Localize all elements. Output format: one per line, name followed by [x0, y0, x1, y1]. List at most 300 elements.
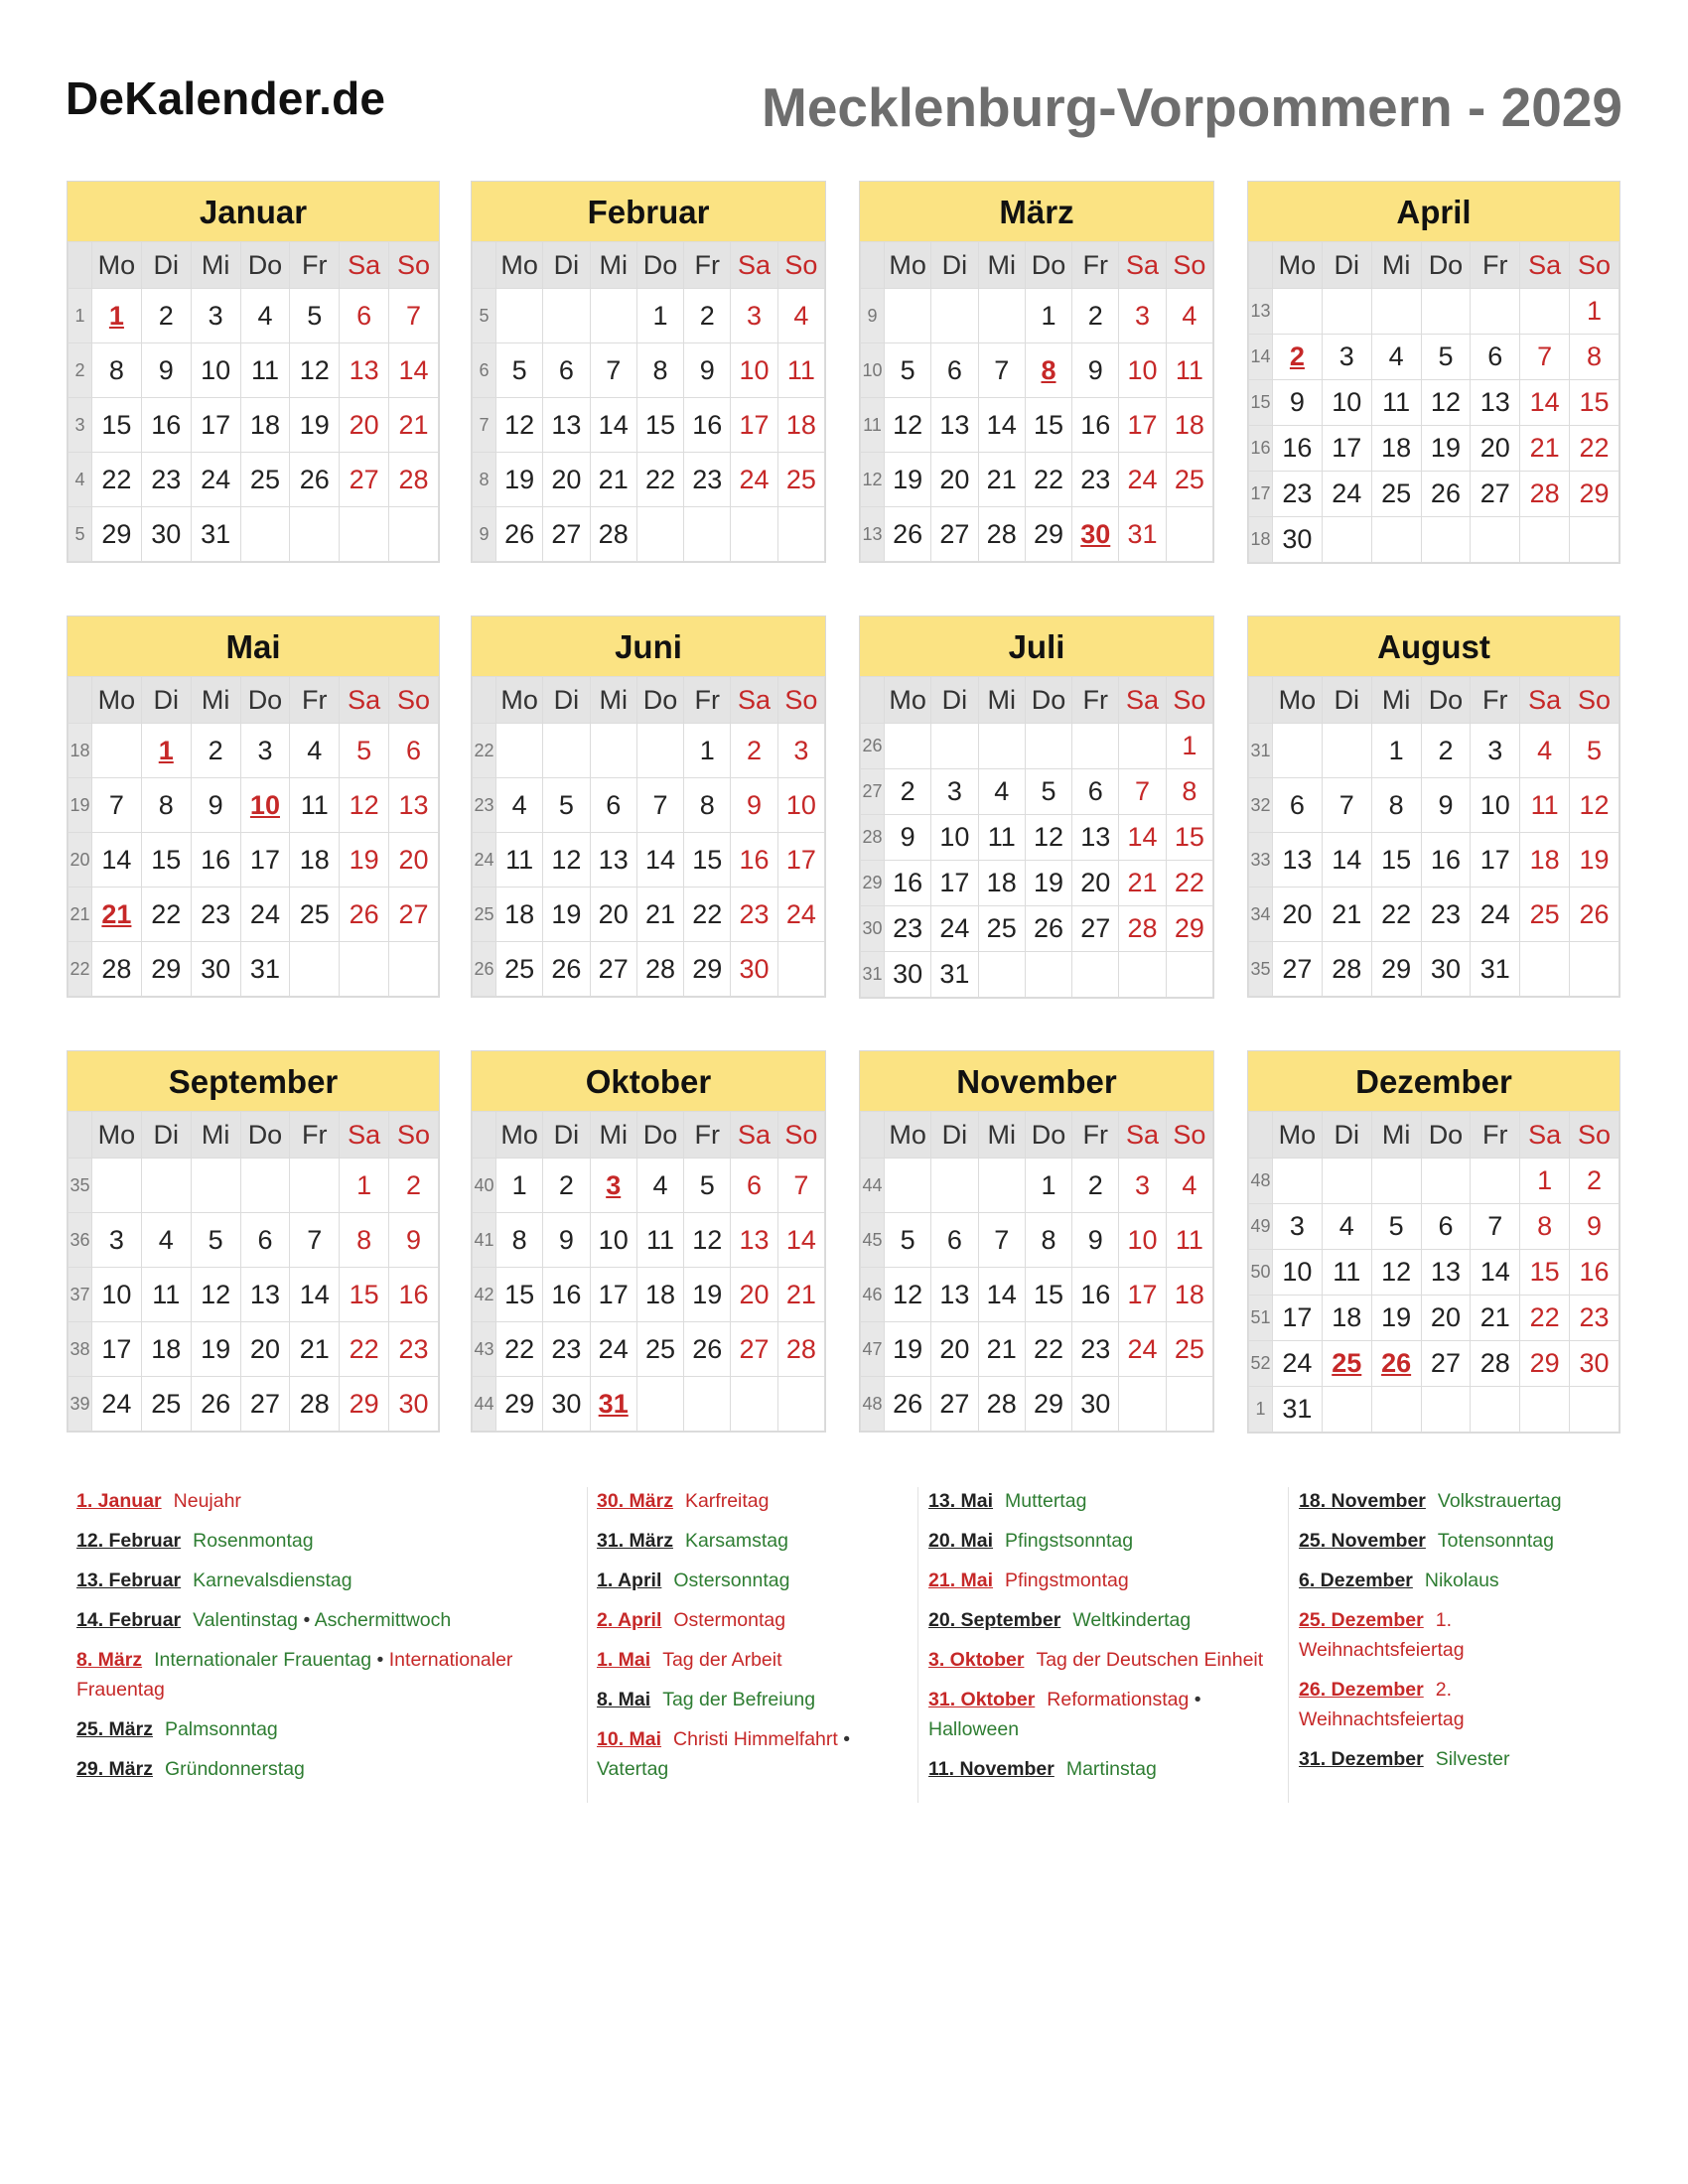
weekday-header: Di: [141, 677, 191, 724]
week-number: 12: [861, 453, 885, 507]
empty-cell: [590, 724, 636, 778]
day-cell: 14: [1119, 815, 1166, 861]
day-cell: 20: [543, 453, 590, 507]
month-name: Mai: [68, 616, 439, 676]
divider: [587, 1487, 588, 1803]
day-cell: 5: [684, 1159, 731, 1213]
week-number: 1: [1249, 1387, 1273, 1433]
day-cell: 29: [1520, 1341, 1570, 1387]
empty-cell: [636, 507, 683, 562]
empty-cell: [1520, 517, 1570, 563]
day-cell: 24: [1273, 1341, 1323, 1387]
day-cell: 19: [1421, 426, 1471, 472]
week-number: 37: [69, 1268, 92, 1322]
holiday-name: Rosenmontag: [193, 1530, 314, 1552]
week-number: 2: [69, 343, 92, 398]
holiday-date: 8. März: [76, 1649, 143, 1671]
day-cell: 30: [731, 942, 777, 997]
day-cell: 21: [389, 398, 439, 453]
weekday-header: Mi: [978, 677, 1025, 724]
day-cell: 23: [191, 887, 240, 942]
day-cell: 20: [1072, 861, 1119, 906]
day-cell: 21: [777, 1268, 824, 1322]
empty-cell: [240, 1159, 290, 1213]
holiday-name: Pfingstsonntag: [1005, 1530, 1134, 1552]
day-cell: 14: [978, 398, 1025, 453]
day-cell: 24: [931, 906, 978, 952]
day-cell: 27: [731, 1322, 777, 1377]
day-cell: 2: [684, 289, 731, 343]
day-cell: 15: [496, 1268, 543, 1322]
day-cell: 23: [1421, 887, 1471, 942]
week-number: 9: [473, 507, 496, 562]
day-cell: 22: [1570, 426, 1619, 472]
month-9: [67, 1050, 440, 1433]
week-number: 22: [473, 724, 496, 778]
day-cell: 15: [340, 1268, 389, 1322]
holiday-entry: [76, 1486, 573, 1516]
day-cell: 29: [1025, 1377, 1071, 1432]
day-cell: 3: [240, 724, 290, 778]
month-name: Februar: [472, 182, 825, 241]
week-number: 46: [861, 1268, 885, 1322]
weekday-header: So: [1570, 242, 1619, 289]
day-cell: 22: [1520, 1296, 1570, 1341]
day-cell: 23: [141, 453, 191, 507]
empty-cell: [1421, 1159, 1471, 1204]
holiday-date: 26. Dezember: [1299, 1679, 1424, 1701]
day-cell: 15: [1570, 380, 1619, 426]
day-cell: 25: [1166, 1322, 1212, 1377]
holiday-name: Martinstag: [1065, 1758, 1157, 1780]
day-cell: 14: [389, 343, 439, 398]
day-cell: 1: [1371, 724, 1421, 778]
holiday-entry: [928, 1754, 1281, 1784]
day-cell: 9: [731, 778, 777, 833]
week-number: 7: [473, 398, 496, 453]
empty-cell: [1421, 517, 1471, 563]
day-cell: 20: [931, 1322, 978, 1377]
day-cell: 17: [590, 1268, 636, 1322]
weekday-header: Do: [1421, 1112, 1471, 1159]
day-cell: 26: [543, 942, 590, 997]
day-cell: 1: [1520, 1159, 1570, 1204]
holiday-date: 10. Mai: [597, 1728, 662, 1750]
week-number: 25: [473, 887, 496, 942]
month-5: [67, 615, 440, 998]
day-cell: 17: [1119, 1268, 1166, 1322]
day-cell: 13: [1471, 380, 1520, 426]
holiday-name: Silvester: [1435, 1748, 1510, 1770]
holiday-name: Muttertag: [1005, 1490, 1087, 1512]
day-cell: 7: [1520, 335, 1570, 380]
weekday-header: Mo: [885, 242, 931, 289]
day-cell: 8: [496, 1213, 543, 1268]
day-cell: 26: [1371, 1341, 1421, 1387]
empty-cell: [1119, 724, 1166, 769]
day-cell: 10: [92, 1268, 142, 1322]
day-cell: 29: [141, 942, 191, 997]
holiday-date: 1. Januar: [76, 1490, 162, 1512]
day-cell: 20: [1421, 1296, 1471, 1341]
empty-cell: [885, 724, 931, 769]
holiday-name: 2. Weihnachtsfeiertag: [1299, 1679, 1465, 1730]
day-cell: 19: [340, 833, 389, 887]
holiday-entry: [1299, 1526, 1617, 1556]
weekday-header: Fr: [1072, 242, 1119, 289]
holiday-date: 14. Februar: [76, 1609, 182, 1631]
weekday-header: Do: [1025, 242, 1071, 289]
holiday-name: Ostersonntag: [673, 1570, 790, 1591]
day-cell: 5: [290, 289, 340, 343]
day-cell: 10: [1119, 343, 1166, 398]
holiday-entry: [928, 1566, 1281, 1595]
month-3: [859, 181, 1214, 563]
day-cell: 24: [1119, 1322, 1166, 1377]
day-cell: 4: [290, 724, 340, 778]
holiday-date: 18. November: [1299, 1490, 1426, 1512]
empty-cell: [1273, 1159, 1323, 1204]
day-cell: 16: [1072, 398, 1119, 453]
day-cell: 30: [1570, 1341, 1619, 1387]
day-cell: 10: [191, 343, 240, 398]
day-cell: 22: [1025, 1322, 1071, 1377]
day-cell: 13: [1421, 1250, 1471, 1296]
holiday-entry: [1299, 1675, 1617, 1734]
day-cell: 11: [978, 815, 1025, 861]
week-header: [473, 242, 496, 289]
day-cell: 16: [141, 398, 191, 453]
month-name: Juni: [472, 616, 825, 676]
holiday-legend-col-3: [928, 1486, 1281, 1794]
day-cell: 3: [1119, 1159, 1166, 1213]
day-cell: 11: [777, 343, 824, 398]
day-cell: 24: [1322, 472, 1371, 517]
month-name: September: [68, 1051, 439, 1111]
holiday-entry: [597, 1724, 905, 1784]
empty-cell: [1322, 289, 1371, 335]
holiday-entry: [928, 1605, 1281, 1635]
weekday-header: Mo: [885, 677, 931, 724]
weekday-header: Sa: [340, 677, 389, 724]
empty-cell: [731, 1377, 777, 1432]
day-cell: 10: [240, 778, 290, 833]
day-cell: 13: [1072, 815, 1119, 861]
holiday-date: 12. Februar: [76, 1530, 182, 1552]
day-cell: 21: [590, 453, 636, 507]
empty-cell: [978, 289, 1025, 343]
day-cell: 23: [1273, 472, 1323, 517]
weekday-header: Fr: [1072, 1112, 1119, 1159]
day-cell: 30: [1421, 942, 1471, 997]
day-cell: 7: [290, 1213, 340, 1268]
day-cell: 11: [141, 1268, 191, 1322]
empty-cell: [1072, 724, 1119, 769]
day-cell: 16: [1273, 426, 1323, 472]
empty-cell: [496, 724, 543, 778]
day-cell: 17: [1273, 1296, 1323, 1341]
empty-cell: [1471, 1387, 1520, 1433]
divider: [917, 1487, 918, 1803]
day-cell: 16: [1570, 1250, 1619, 1296]
day-cell: 1: [1166, 724, 1212, 769]
day-cell: 30: [543, 1377, 590, 1432]
day-cell: 6: [731, 1159, 777, 1213]
day-cell: 6: [590, 778, 636, 833]
day-cell: 19: [885, 1322, 931, 1377]
week-number: 5: [473, 289, 496, 343]
day-cell: 21: [978, 453, 1025, 507]
day-cell: 29: [1371, 942, 1421, 997]
day-cell: 20: [931, 453, 978, 507]
day-cell: 30: [141, 507, 191, 562]
day-cell: 2: [543, 1159, 590, 1213]
empty-cell: [1570, 517, 1619, 563]
day-cell: 4: [496, 778, 543, 833]
day-cell: 13: [1273, 833, 1323, 887]
day-cell: 12: [684, 1213, 731, 1268]
day-cell: 30: [885, 952, 931, 998]
empty-cell: [1520, 1387, 1570, 1433]
empty-cell: [1025, 724, 1071, 769]
holiday-date: 25. November: [1299, 1530, 1426, 1552]
day-cell: 7: [636, 778, 683, 833]
holiday-name: Karnevalsdienstag: [193, 1570, 352, 1591]
day-cell: 23: [1570, 1296, 1619, 1341]
holiday-entry: [1299, 1744, 1617, 1774]
weekday-header: So: [1166, 1112, 1212, 1159]
day-cell: 11: [496, 833, 543, 887]
weekday-header: Do: [1421, 242, 1471, 289]
day-cell: 4: [1520, 724, 1570, 778]
empty-cell: [684, 507, 731, 562]
day-cell: 20: [389, 833, 439, 887]
empty-cell: [1322, 1387, 1371, 1433]
holiday-name: Internationaler Frauentag: [154, 1649, 372, 1671]
day-cell: 21: [1322, 887, 1371, 942]
day-cell: 13: [590, 833, 636, 887]
day-cell: 4: [777, 289, 824, 343]
empty-cell: [1322, 724, 1371, 778]
weekday-header: So: [389, 677, 439, 724]
day-cell: 18: [496, 887, 543, 942]
day-cell: 7: [777, 1159, 824, 1213]
day-cell: 9: [1072, 1213, 1119, 1268]
week-number: 52: [1249, 1341, 1273, 1387]
week-header: [473, 1112, 496, 1159]
day-cell: 23: [1072, 1322, 1119, 1377]
day-cell: 16: [191, 833, 240, 887]
holiday-name: 1. Weihnachtsfeiertag: [1299, 1609, 1465, 1661]
holiday-date: 29. März: [76, 1758, 153, 1780]
day-cell: 22: [1025, 453, 1071, 507]
day-cell: 30: [191, 942, 240, 997]
weekday-header: Di: [1322, 1112, 1371, 1159]
day-cell: 15: [1025, 1268, 1071, 1322]
day-cell: 18: [141, 1322, 191, 1377]
day-cell: 30: [389, 1377, 439, 1432]
day-cell: 1: [684, 724, 731, 778]
empty-cell: [885, 1159, 931, 1213]
day-cell: 12: [496, 398, 543, 453]
weekday-header: Fr: [1072, 677, 1119, 724]
weekday-header: Sa: [1119, 242, 1166, 289]
day-cell: 15: [636, 398, 683, 453]
day-cell: 9: [389, 1213, 439, 1268]
week-number: 30: [861, 906, 885, 952]
day-cell: 25: [1371, 472, 1421, 517]
weekday-header: Mi: [590, 242, 636, 289]
day-cell: 20: [1471, 426, 1520, 472]
weekday-header: Sa: [1520, 677, 1570, 724]
empty-cell: [1166, 507, 1212, 562]
week-header: [69, 677, 92, 724]
weekday-header: Mi: [191, 677, 240, 724]
day-cell: 9: [684, 343, 731, 398]
weekday-header: Mo: [885, 1112, 931, 1159]
day-cell: 8: [141, 778, 191, 833]
weekday-header: Mo: [1273, 677, 1323, 724]
month-name: April: [1248, 182, 1619, 241]
day-cell: 10: [1471, 778, 1520, 833]
day-cell: 3: [191, 289, 240, 343]
day-cell: 22: [92, 453, 142, 507]
day-cell: 2: [1072, 289, 1119, 343]
day-cell: 17: [240, 833, 290, 887]
day-cell: 16: [731, 833, 777, 887]
empty-cell: [1025, 952, 1071, 998]
week-number: 39: [69, 1377, 92, 1432]
holiday-date: 6. Dezember: [1299, 1570, 1413, 1591]
month-7: [859, 615, 1214, 999]
holiday-entry: [597, 1566, 905, 1595]
week-number: 14: [1249, 335, 1273, 380]
empty-cell: [240, 507, 290, 562]
day-cell: 29: [496, 1377, 543, 1432]
day-cell: 25: [777, 453, 824, 507]
day-cell: 30: [1273, 517, 1323, 563]
holiday-date: 13. Februar: [76, 1570, 182, 1591]
day-cell: 11: [1371, 380, 1421, 426]
day-cell: 17: [1471, 833, 1520, 887]
day-cell: 4: [1322, 1204, 1371, 1250]
week-number: 5: [69, 507, 92, 562]
day-cell: 3: [1119, 289, 1166, 343]
day-cell: 6: [931, 1213, 978, 1268]
day-cell: 19: [1025, 861, 1071, 906]
weekday-header: Mo: [92, 242, 142, 289]
holiday-entry: [76, 1714, 573, 1744]
day-cell: 23: [684, 453, 731, 507]
weekday-header: Sa: [1119, 677, 1166, 724]
holiday-entry: [928, 1645, 1281, 1675]
week-number: 31: [1249, 724, 1273, 778]
day-cell: 4: [141, 1213, 191, 1268]
day-cell: 21: [1471, 1296, 1520, 1341]
day-cell: 11: [1322, 1250, 1371, 1296]
day-cell: 2: [1273, 335, 1323, 380]
day-cell: 28: [978, 1377, 1025, 1432]
week-header: [1249, 242, 1273, 289]
day-cell: 27: [340, 453, 389, 507]
day-cell: 11: [290, 778, 340, 833]
empty-cell: [777, 1377, 824, 1432]
holiday-date: 31. März: [597, 1530, 673, 1552]
week-number: 21: [69, 887, 92, 942]
day-cell: 26: [496, 507, 543, 562]
day-cell: 5: [496, 343, 543, 398]
day-cell: 10: [777, 778, 824, 833]
month-name: Januar: [68, 182, 439, 241]
week-number: 36: [69, 1213, 92, 1268]
day-cell: 17: [1119, 398, 1166, 453]
day-cell: 9: [543, 1213, 590, 1268]
day-cell: 24: [191, 453, 240, 507]
holiday-name: Weltkindertag: [1072, 1609, 1192, 1631]
day-cell: 9: [141, 343, 191, 398]
holiday-name: Tag der Arbeit: [662, 1649, 782, 1671]
day-cell: 5: [1421, 335, 1471, 380]
holiday-name: Reformationstag: [1047, 1689, 1190, 1710]
empty-cell: [1471, 1159, 1520, 1204]
weekday-header: Mo: [1273, 1112, 1323, 1159]
holiday-name: Neujahr: [173, 1490, 241, 1512]
day-cell: 28: [290, 1377, 340, 1432]
empty-cell: [290, 507, 340, 562]
empty-cell: [1570, 942, 1619, 997]
day-cell: 14: [290, 1268, 340, 1322]
day-cell: 24: [731, 453, 777, 507]
weekday-header: Fr: [684, 1112, 731, 1159]
day-cell: 17: [191, 398, 240, 453]
day-cell: 26: [290, 453, 340, 507]
day-cell: 1: [1025, 289, 1071, 343]
day-cell: 21: [636, 887, 683, 942]
week-number: 32: [1249, 778, 1273, 833]
day-cell: 31: [1119, 507, 1166, 562]
weekday-header: So: [389, 242, 439, 289]
day-cell: 4: [636, 1159, 683, 1213]
day-cell: 1: [636, 289, 683, 343]
day-cell: 16: [885, 861, 931, 906]
day-cell: 1: [141, 724, 191, 778]
empty-cell: [1273, 724, 1323, 778]
holiday-name: Gründonnerstag: [164, 1758, 305, 1780]
week-number: 10: [861, 343, 885, 398]
day-cell: 31: [191, 507, 240, 562]
week-number: 26: [861, 724, 885, 769]
holiday-date: 20. September: [928, 1609, 1061, 1631]
week-number: 13: [861, 507, 885, 562]
holiday-entry: [1299, 1605, 1617, 1665]
day-cell: 27: [1273, 942, 1323, 997]
weekday-header: Mi: [978, 1112, 1025, 1159]
day-cell: 23: [543, 1322, 590, 1377]
day-cell: 26: [1025, 906, 1071, 952]
day-cell: 26: [684, 1322, 731, 1377]
month-10: [471, 1050, 826, 1433]
day-cell: 7: [92, 778, 142, 833]
day-cell: 15: [1166, 815, 1212, 861]
empty-cell: [290, 1159, 340, 1213]
day-cell: 4: [978, 769, 1025, 815]
empty-cell: [1421, 289, 1471, 335]
weekday-header: Di: [141, 242, 191, 289]
day-cell: 17: [1322, 426, 1371, 472]
day-cell: 18: [1322, 1296, 1371, 1341]
day-cell: 10: [1119, 1213, 1166, 1268]
empty-cell: [1371, 1159, 1421, 1204]
